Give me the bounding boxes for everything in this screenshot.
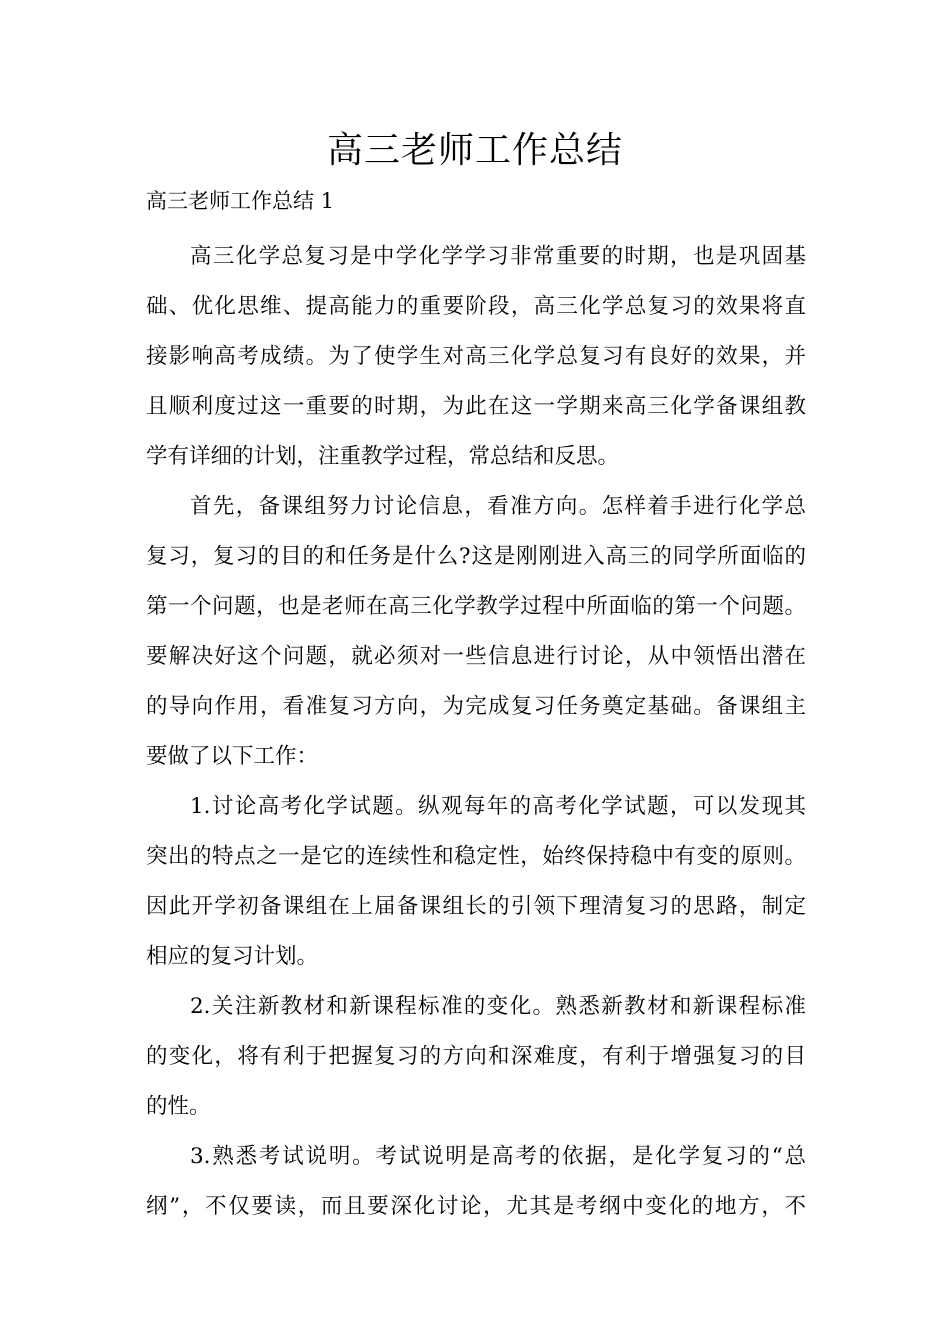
text-line: 的变化，将有利于把握复习的方向和深难度，有利于增强复习的目	[146, 1044, 806, 1069]
paragraph	[146, 982, 806, 1132]
text-line: 首先，备课组努力讨论信息，看准方向。怎样着手进行化学总	[190, 494, 806, 519]
text-line: 接影响高考成绩。为了使学生对高三化学总复习有良好的效果，并	[146, 344, 806, 369]
text-line: 复习，复习的目的和任务是什么?这是刚刚进入高三的同学所面临的	[146, 544, 806, 569]
text-line: 纲”，不仅要读，而且要深化讨论，尤其是考纲中变化的地方，不	[146, 1194, 806, 1219]
text-line: 因此开学初备课组在上届备课组长的引领下理清复习的思路，制定	[146, 894, 806, 919]
text-line: 要做了以下工作：	[146, 744, 319, 769]
paragraph	[146, 782, 806, 982]
text-line: 础、优化思维、提高能力的重要阶段，高三化学总复习的效果将直	[146, 294, 806, 319]
text-line: 的性。	[146, 1094, 211, 1119]
document-title: 高三老师工作总结	[326, 130, 623, 171]
paragraph	[146, 482, 806, 782]
document-subtitle: 高三老师工作总结 1	[146, 189, 335, 213]
text-line: 学有详细的计划，注重教学过程，常总结和反思。	[146, 444, 620, 469]
text-line: 且顺利度过这一重要的时期，为此在这一学期来高三化学备课组教	[146, 394, 806, 419]
text-line: 的导向作用，看准复习方向，为完成复习任务奠定基础。备课组主	[146, 694, 806, 719]
text-line: 突出的特点之一是它的连续性和稳定性，始终保持稳中有变的原则。	[146, 844, 806, 869]
paragraph	[146, 232, 806, 482]
text-line: 3.熟悉考试说明。考试说明是高考的依据，是化学复习的“总	[190, 1144, 806, 1169]
text-line: 1.讨论高考化学试题。纵观每年的高考化学试题，可以发现其	[190, 794, 806, 819]
text-line: 第一个问题，也是老师在高三化学教学过程中所面临的第一个问题。	[146, 594, 806, 619]
paragraph	[146, 1132, 806, 1232]
text-line: 要解决好这个问题，就必须对一些信息进行讨论，从中领悟出潜在	[146, 644, 806, 669]
text-line: 2.关注新教材和新课程标准的变化。熟悉新教材和新课程标准	[190, 994, 806, 1019]
text-line: 相应的复习计划。	[146, 944, 319, 969]
document-body	[146, 232, 806, 1232]
text-line: 高三化学总复习是中学化学学习非常重要的时期，也是巩固基	[190, 244, 806, 269]
